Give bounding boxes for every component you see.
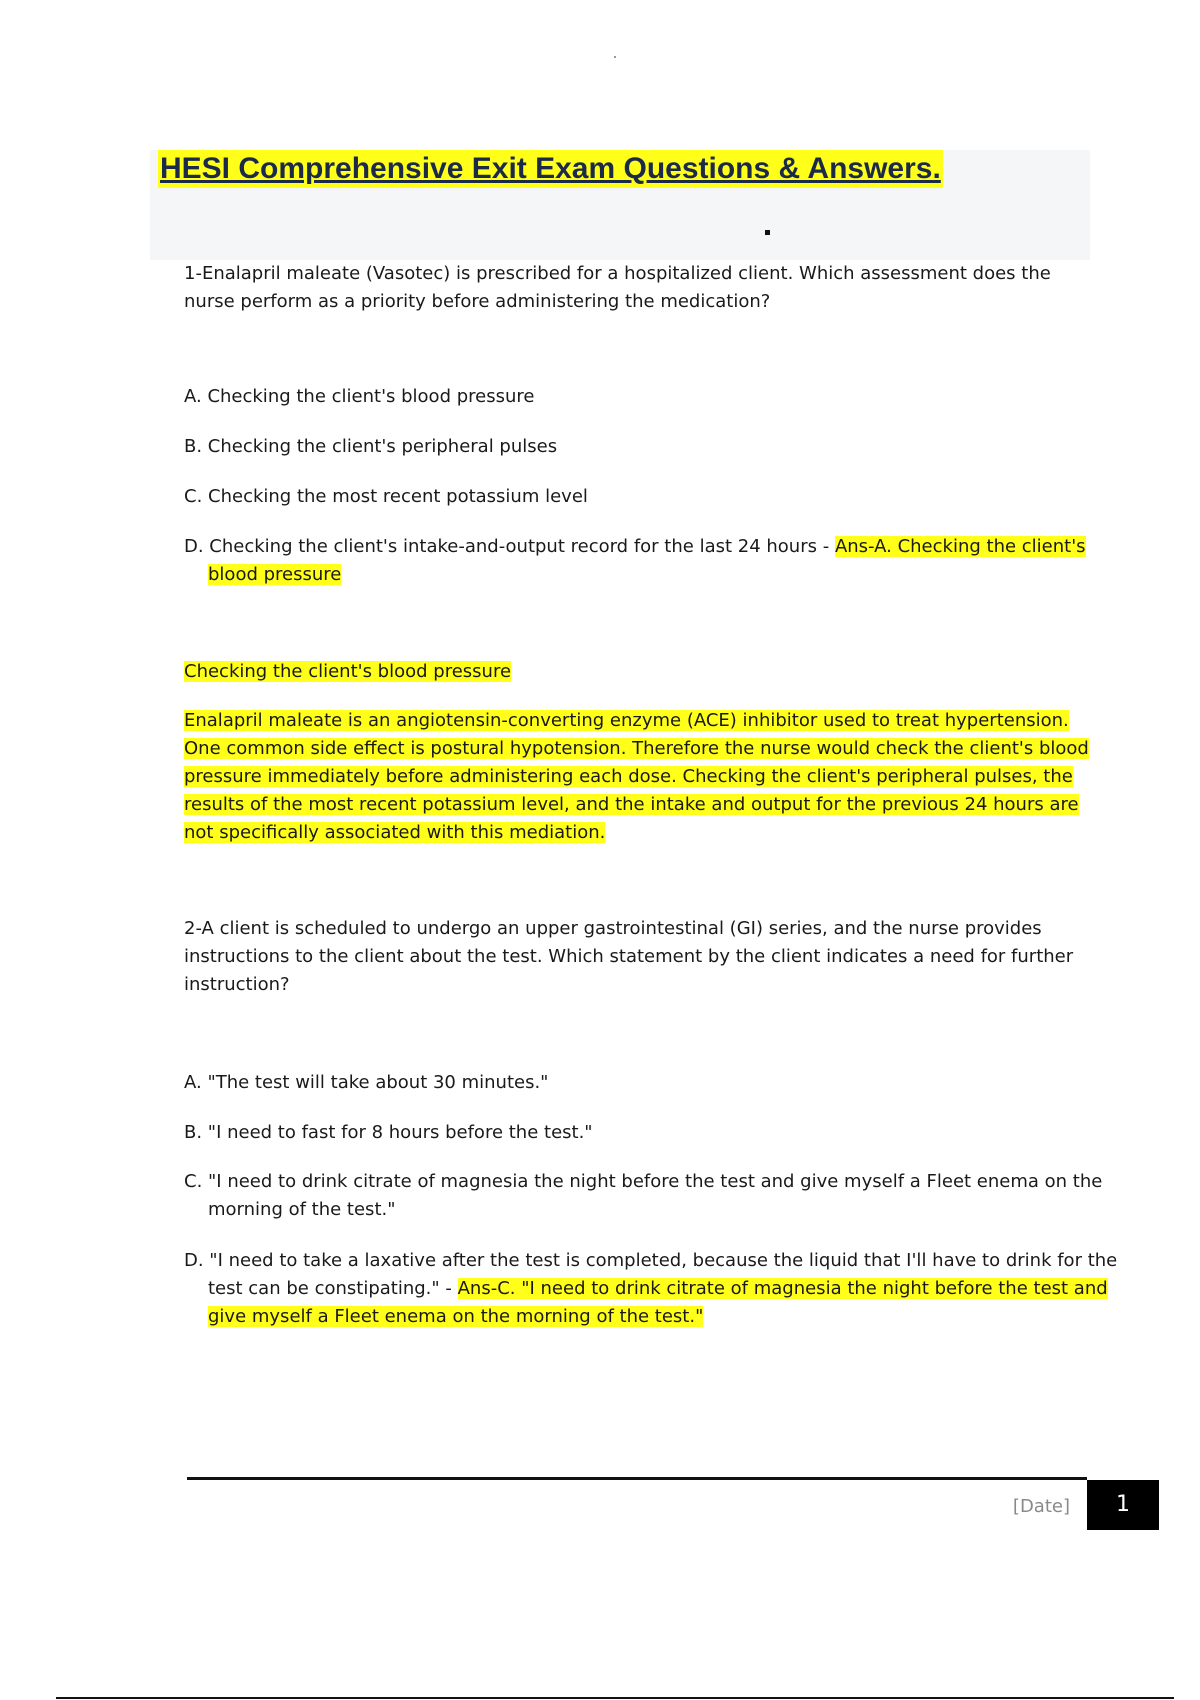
question-1-option-b: B. Checking the client's peripheral pulses: [184, 436, 558, 457]
question-2-option-a: A. "The test will take about 30 minutes.": [184, 1072, 549, 1093]
answer-heading-text: Checking the client's blood pressure: [184, 661, 512, 682]
question-2-stem: 2-A client is scheduled to undergo an upper gastrointestinal (GI) series, and the nurse provides instructions to the client about the test. Which statement by the client indicates a need for further instruction?: [184, 918, 1074, 995]
question-1-stem: 1-Enalapril maleate (Vasotec) is prescribed for a hospitalized client. Which assessment does the nurse perform as a priority before administering the medication?: [184, 263, 1051, 312]
page-number: 1: [1087, 1480, 1159, 1530]
footer-date: [Date]: [1012, 1496, 1070, 1517]
stray-dot: [765, 230, 770, 235]
question-1-option-d: [184, 533, 1118, 589]
question-1-answer: Ans-A. Checking the client's blood pressure: [208, 536, 1086, 585]
question-1-option-a: A. Checking the client's blood pressure: [184, 386, 535, 407]
rationale-text: Enalapril maleate is an angiotensin-converting enzyme (ACE) inhibitor used to treat hypertension. One common side effect is postural hypotension. Therefore the nurse would check the client's blood pressure immediately before administering each dose. Checking the client's peripheral pulses, the results of the most recent potassium level, and the intake and output for the previous 24 hours are not specifically associated with this mediation.: [184, 710, 1089, 843]
question-2-option-c: C. "I need to drink citrate of magnesia the night before the test and give myself a Fleet enema on the morning of the test.": [184, 1171, 1103, 1220]
page-bottom-rule: [56, 1697, 1174, 1699]
question-1-option-d-text: D. Checking the client's intake-and-output record for the last 24 hours -: [184, 536, 835, 557]
question-2-answer: Ans-C. "I need to drink citrate of magnesia the night before the test and give myself a Fleet enema on the morning of the test.": [208, 1278, 1108, 1327]
question-1-option-c: C. Checking the most recent potassium level: [184, 486, 588, 507]
document-title: HESI Comprehensive Exit Exam Questions & Answers.: [158, 150, 943, 188]
stray-mark: [614, 56, 616, 58]
question-1-rationale: [184, 707, 1094, 847]
footer-rule: [187, 1477, 1087, 1480]
question-2-option-b: B. "I need to fast for 8 hours before the test.": [184, 1122, 593, 1143]
question-2-option-d: [184, 1247, 1118, 1331]
question-2-option-d-text: D. "I need to take a laxative after the test is completed, because the liquid that I'll have to drink for the test can be constipating." -: [184, 1250, 1118, 1299]
question-1-answer-heading: [184, 658, 1094, 686]
